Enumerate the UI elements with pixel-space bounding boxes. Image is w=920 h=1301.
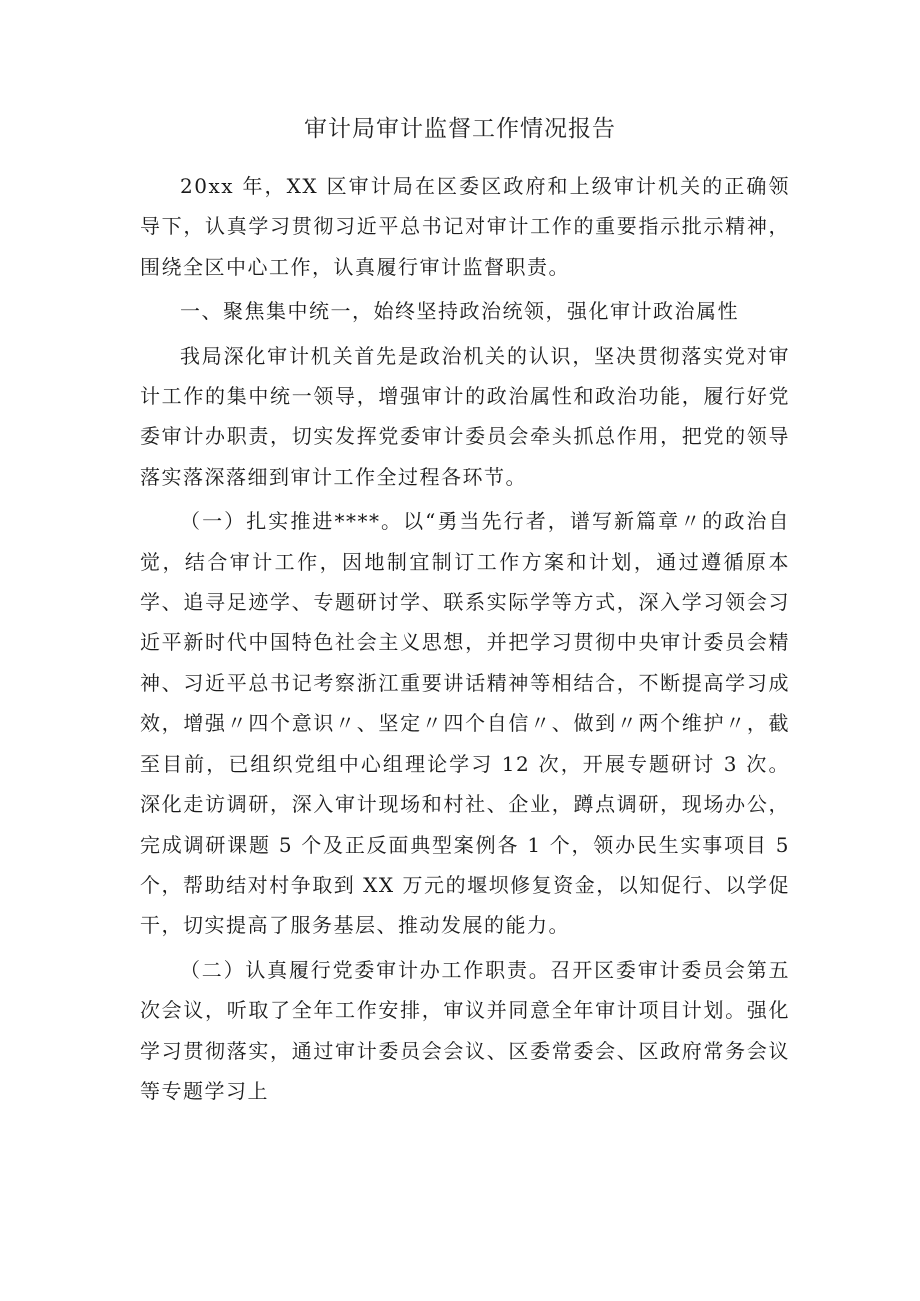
section-heading-1: 一、聚焦集中统一，始终坚持政治统领，强化审计政治属性 [180, 299, 739, 324]
document-body [140, 166, 790, 1111]
paragraph-subsection-2: （二）认真履行党委审计办工作职责。召开区委审计委员会第五次会议，听取了全年工作安排，审议并同意全年审计项目计划。强化学习贯彻落实，通过审计委员会会议、区委常委会、区政府常务会议等专题学习上 [140, 957, 790, 1103]
paragraph-section-1: 我局深化审计机关首先是政治机关的认识，坚决贯彻落实党对审计工作的集中统一领导，增强审计的政治属性和政治功能，履行好党委审计办职责，切实发挥党委审计委员会牵头抓总作用，把党的领导落实落深落细到审计工作全过程各环节。 [140, 343, 790, 489]
paragraph-subsection-1: （一）扎实推进****。以“勇当先行者，谱写新篇章〃的政治自觉，结合审计工作，因地制宜制订工作方案和计划，通过遵循原本学、追寻足迹学、专题研讨学、联系实际学等方式，深入学习领会习近平新时代中国特色社会主义思想，并把学习贯彻中央审计委员会精神、习近平总书记考察浙江重要讲话精神等相结合，不断提高学习成效，增强〃四个意识〃、坚定〃四个自信〃、做到〃两个维护〃，截至目前，已组织党组中心组理论学习 12 次，开展专题研讨 3 次。深化走访调研，深入审计现场和村社、企业，蹲点调研，现场办公，完成调研课题 5 个及正反面典型案例各 1 个，领办民生实事项目 5 个，帮助结对村争取到 XX 万元的堰坝修复资金，以知促行、以学促干，切实提高了服务基层、推动发展的能力。 [140, 509, 790, 938]
document-title: 审计局审计监督工作情况报告 [304, 116, 616, 142]
paragraph-intro: 20xx 年，XX 区审计局在区委区政府和上级审计机关的正确领导下，认真学习贯彻习近平总书记对审计工作的重要指示批示精神，围绕全区中心工作，认真履行审计监督职责。 [140, 174, 790, 279]
